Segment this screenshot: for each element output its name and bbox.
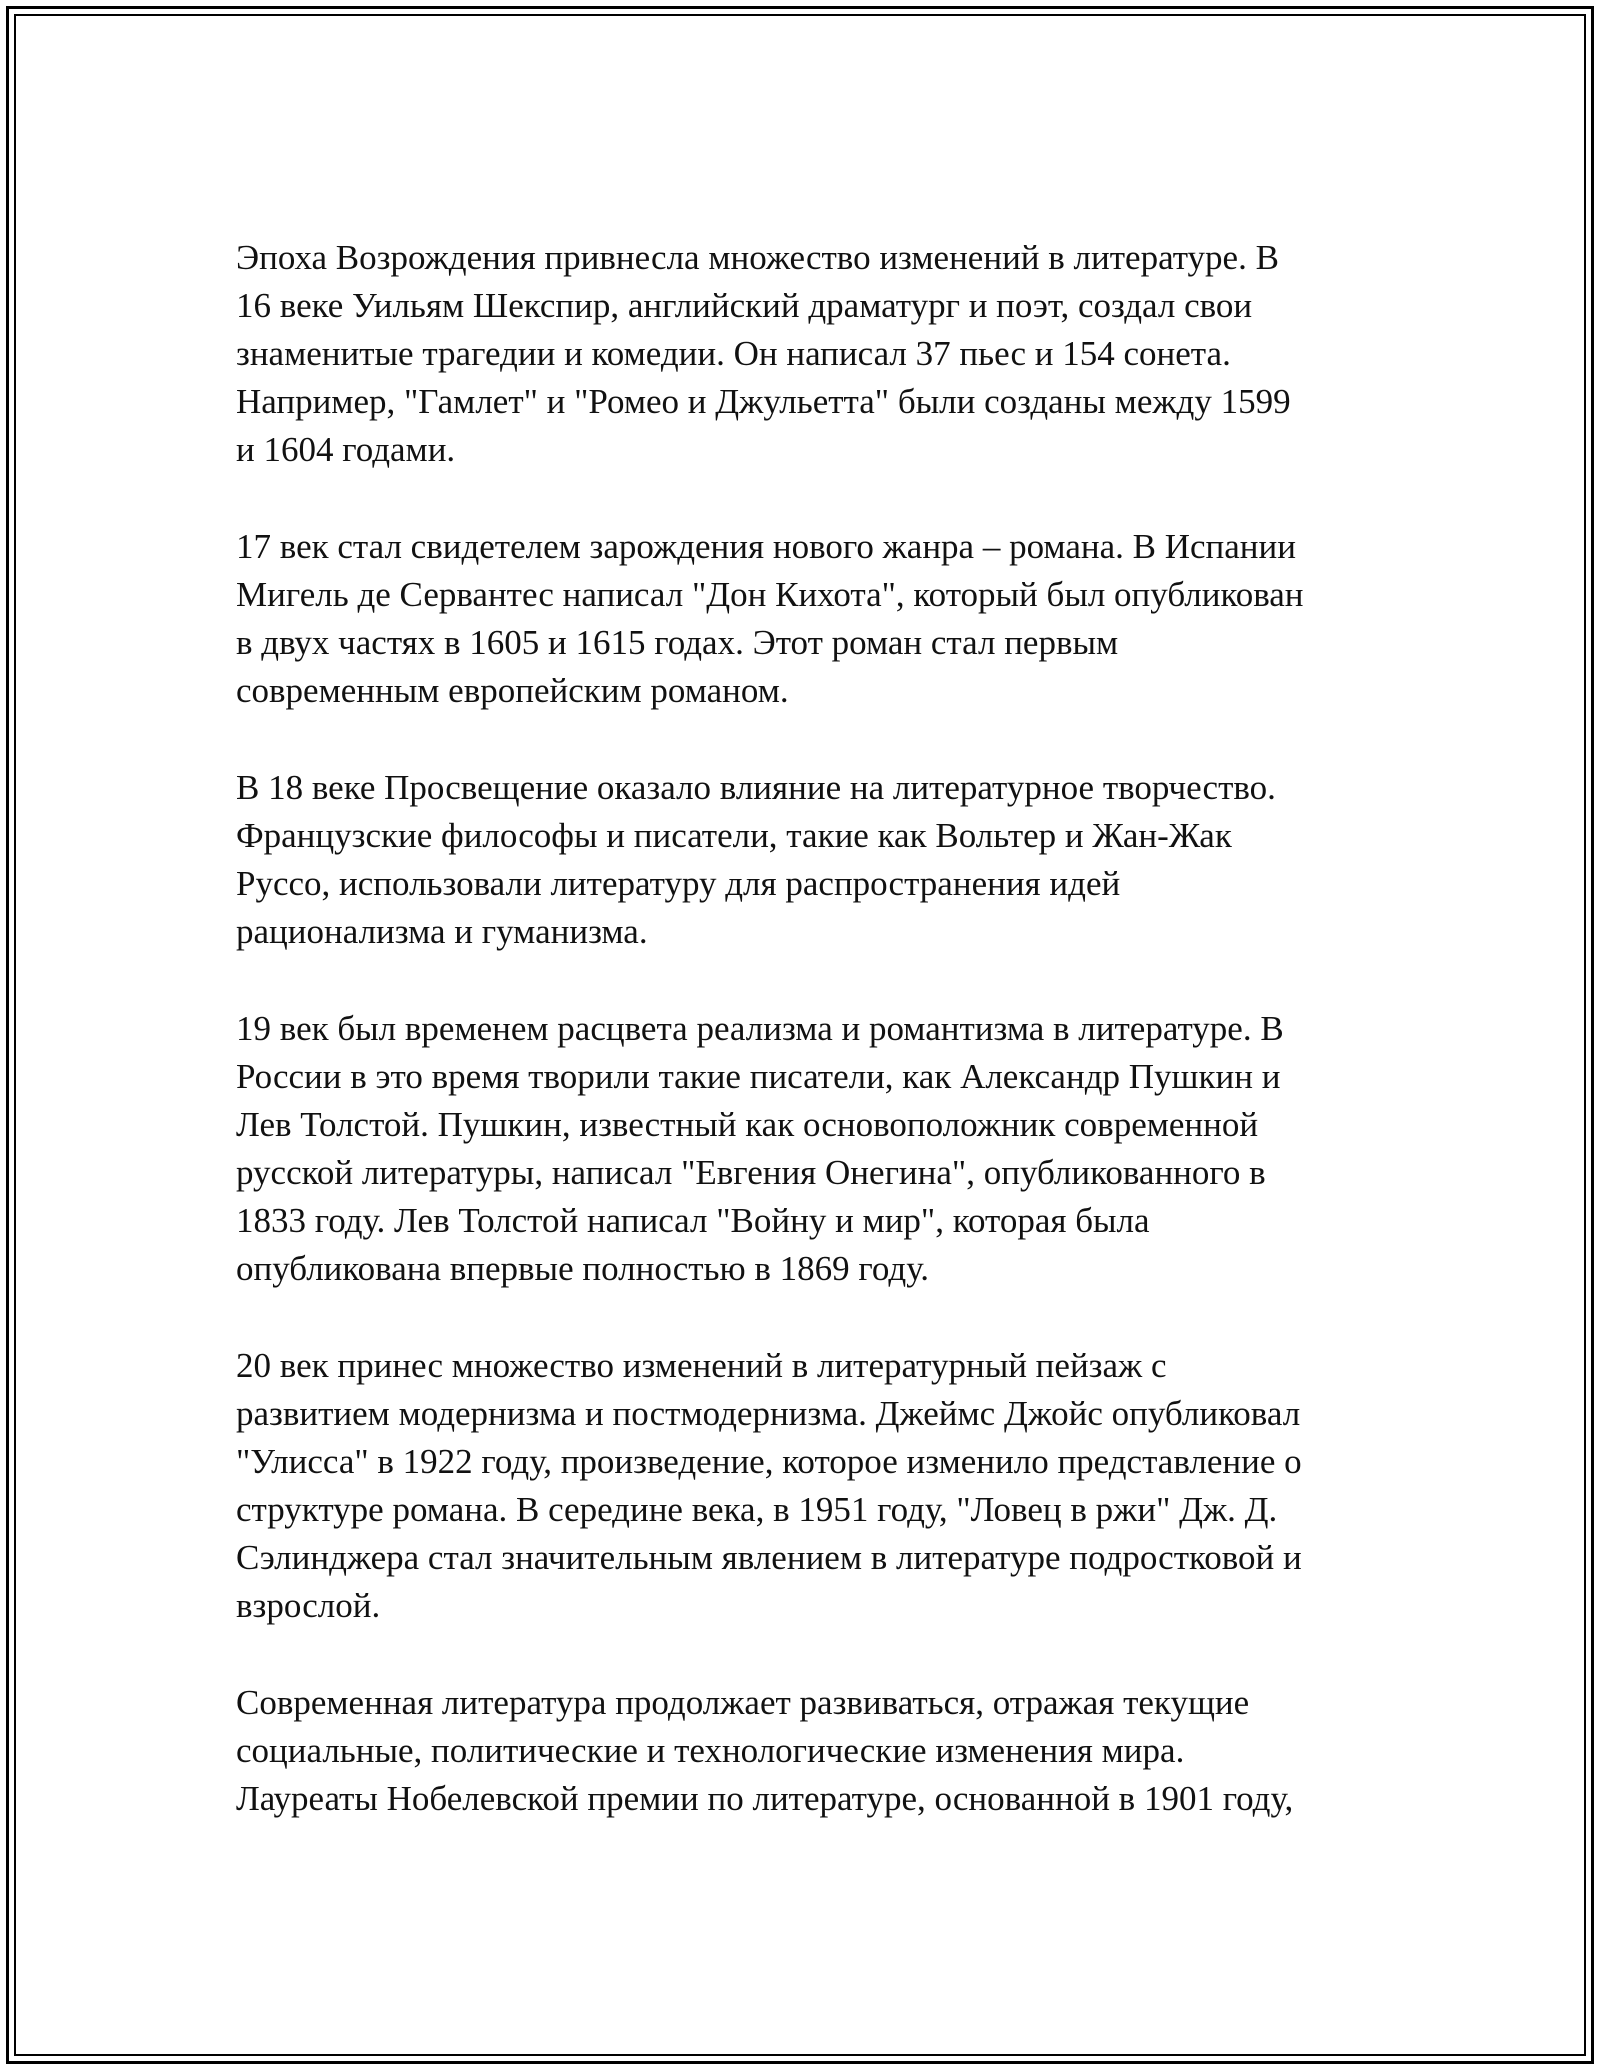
paragraph-19th-century: 19 век был временем расцвета реализма и романтизма в литературе. В России в это время творили такие писатели, как Александр Пушкин и Лев Толстой. Пушкин, известный как основоположник современной русской литературы, написал "Евгения Онегина", опубликованного в 1833 году. Лев Толстой написал "Войну и мир", которая была опубликована впервые полностью в 1869 году. xyxy=(236,1009,1284,1288)
paragraph-17th-century: 17 век стал свидетелем зарождения нового жанра – романа. В Испании Мигель де Сервантес написал "Дон Кихота", который был опубликован в двух частях в 1605 и 1615 годах. Этот роман стал первым современным европейским романом. xyxy=(236,527,1304,710)
paragraph-modern-literature: Современная литература продолжает развиваться, отражая текущие социальные, политические и технологические изменения мира. Лауреаты Нобелевской премии по литературе, основанной в 1901 году, xyxy=(236,1683,1294,1818)
paragraph-18th-century: В 18 веке Просвещение оказало влияние на литературное творчество. Французские философы и писатели, такие как Вольтер и Жан-Жак Руссо, использовали литературу для распространения идей рационализма и гуманизма. xyxy=(236,768,1276,951)
paragraph-renaissance: Эпоха Возрождения привнесла множество изменений в литературе. В 16 веке Уильям Шекспир, английский драматург и поэт, создал свои знаменитые трагедии и комедии. Он написал 37 пьес и 154 сонета. Например, "Гамлет" и "Ромео и Джульетта" были созданы между 1599 и 1604 годами. xyxy=(236,238,1291,469)
paragraph-20th-century: 20 век принес множество изменений в литературный пейзаж с развитием модернизма и постмодернизма. Джеймс Джойс опубликовал "Улисса" в 1922 году, произведение, которое изменило представление о структуре романа. В середине века, в 1951 году, "Ловец в ржи" Дж. Д. Сэлинджера стал значительным явлением в литературе подростковой и взрослой. xyxy=(236,1346,1302,1625)
document-body xyxy=(236,234,1376,1823)
